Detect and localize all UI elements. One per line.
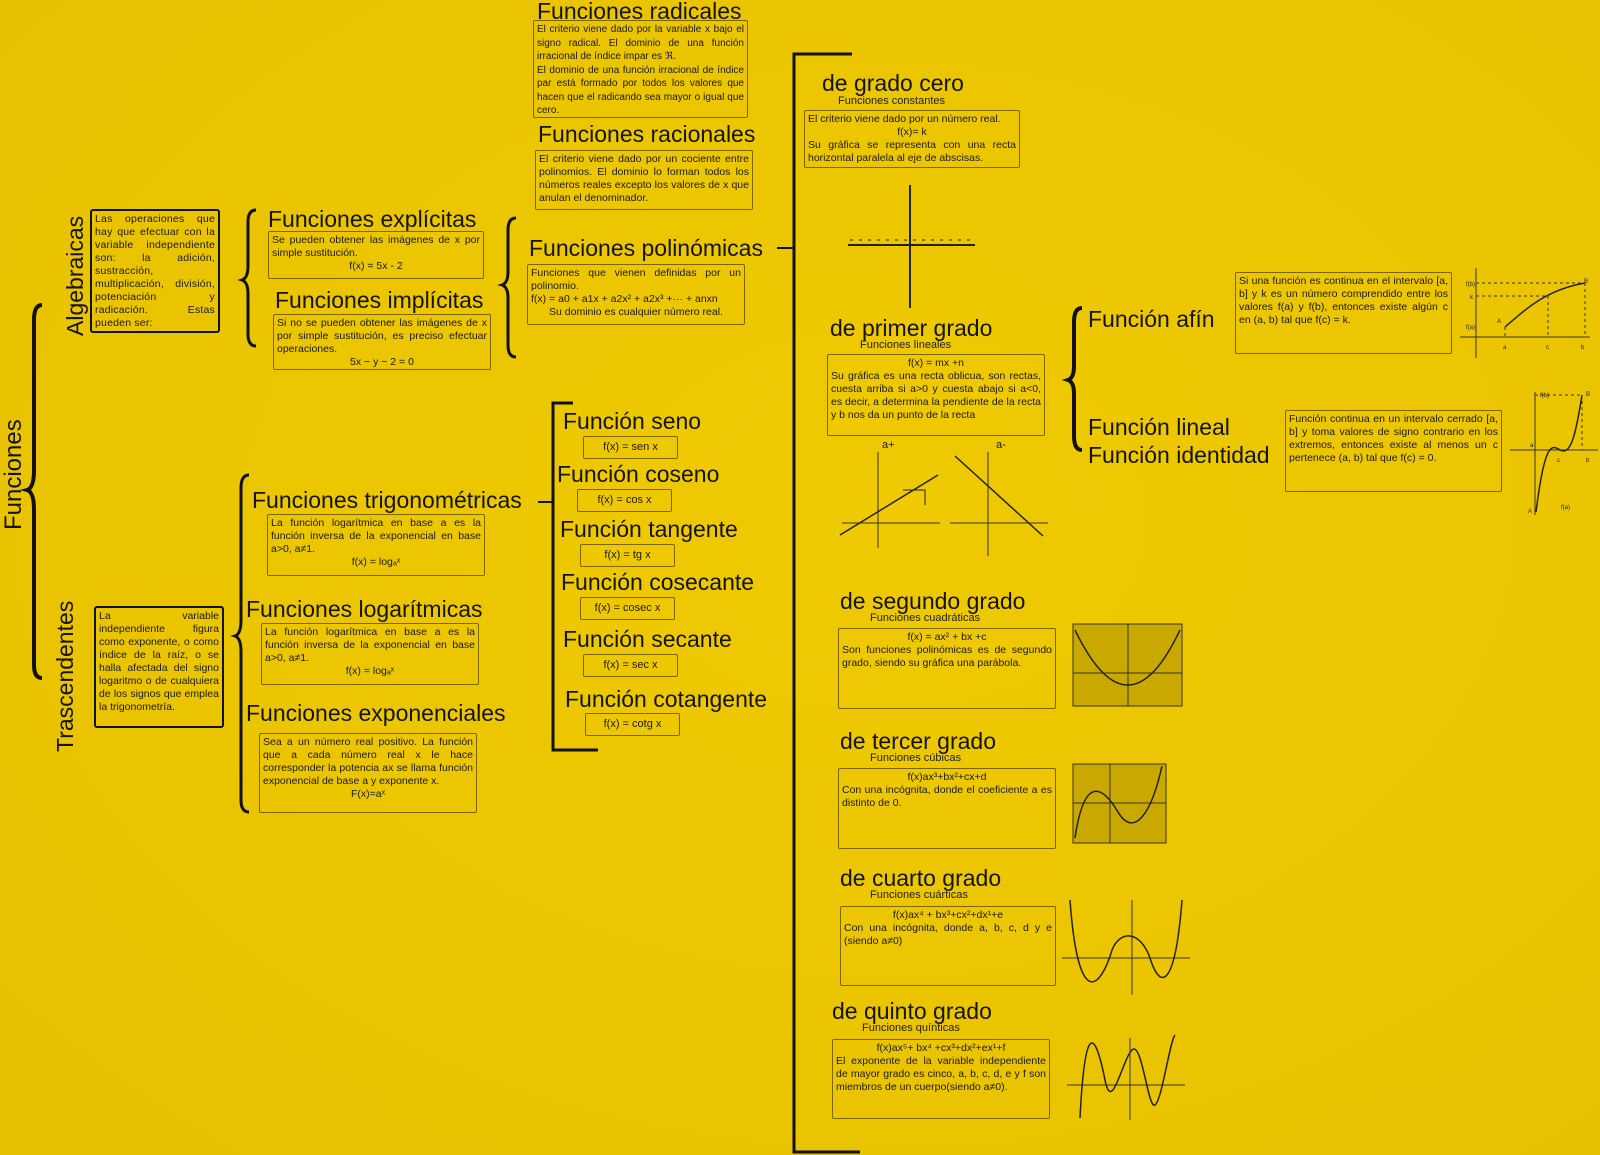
logaritmicas-desc: La función logarítmica en base a es la función inversa de la exponencial en base a>0, a≠1. — [265, 626, 475, 664]
trig-cotangente-formula: f(x) = cotg x — [585, 713, 680, 736]
racionales-box: El criterio viene dado por un cociente entre polinomios. El dominio lo forman todos los números reales excepto los valores de x que anulan el denominador. — [535, 150, 753, 210]
lineal-title: Función lineal — [1088, 414, 1230, 440]
grado-primero-sub: Funciones lineales — [860, 339, 952, 351]
lineal-label-a: a — [1530, 443, 1534, 449]
trig-seno-title: Función seno — [563, 408, 702, 434]
afin-title: Función afín — [1088, 306, 1215, 332]
grado-segundo-title: de segundo grado — [840, 588, 1026, 614]
lineal-label-A: A — [1528, 509, 1533, 515]
grado-tercero-sub: Funciones cúbicas — [870, 752, 962, 764]
grado-quinto-sub: Funciones quínticas — [862, 1022, 960, 1034]
grado-tercero-desc: Con una incógnita, donde el coeficiente a es distinto de 0. — [842, 784, 1052, 809]
afin-label-a: a — [1503, 345, 1507, 351]
afin-label-fb: f(b) — [1466, 282, 1475, 288]
trascendentes-description: La variable independiente figura como exponente, o como índice de la raíz, o se halla afectada del signo logaritmo o de cualquiera de los signos que emplea la trigonometría. — [94, 606, 224, 728]
lineal-label-B: B — [1586, 392, 1591, 398]
polinomicas-desc: Funciones que vienen definidas por un polinomio. — [531, 267, 741, 292]
afin-label-b: b — [1581, 345, 1585, 351]
trig-cosecante-title: Función cosecante — [561, 569, 755, 595]
afin-label-k: k — [1470, 295, 1473, 301]
grado-cuarto-formula: f(x)ax⁴ + bx³+cx²+dx¹+e — [892, 909, 1004, 921]
grado-quinto-title: de quinto grado — [832, 998, 992, 1024]
trig-tangente-formula: f(x) = tg x — [580, 544, 675, 567]
afin-label-A: A — [1497, 319, 1502, 325]
algebraicas-description: Las operaciones que hay que efectuar con la variable independiente son: la adición, sustracción, multiplicación, división, potenciación y radicación. Estas pueden ser: — [90, 209, 220, 333]
grado-cero-desc2: Su gráfica se representa con una recta horizontal paralela al eje de abscisas. — [808, 139, 1016, 164]
racionales-title: Funciones racionales — [538, 121, 756, 147]
trigonometricas-desc: La función logarítmica en base a es la función inversa de la exponencial en base a>0, a≠1. — [271, 517, 481, 555]
grado-cero-sub: Funciones constantes — [838, 95, 946, 107]
lineal-box: Función continua en un intervalo cerrado [a, b] y toma valores de signo contrario en los extremos, entonces existe al menos un c pertenece (a, b) tal que f(c) = 0. — [1285, 410, 1502, 492]
radicales-title: Funciones radicales — [537, 0, 742, 24]
lineal-label-fb: f(b) — [1540, 393, 1549, 399]
radicales-desc2: El dominio de una función irracional de índice par está formado por todos los valores que hacen que el radicando sea mayor o igual que cero. — [537, 64, 744, 116]
grado-cero-title: de grado cero — [822, 70, 964, 96]
grado-cuarto-title: de cuarto grado — [840, 865, 1002, 891]
trigonometricas-formula: f(x) = logₐˣ — [351, 556, 401, 568]
grado-segundo-desc: Son funciones polinómicas es de segundo grado, siendo su gráfica una parábola. — [842, 644, 1052, 669]
algebraicas-label: Algebraicas — [62, 215, 88, 336]
afin-label-B: B — [1584, 279, 1589, 285]
explicitas-formula: f(x) = 5x - 2 — [349, 260, 403, 272]
grado-primero-title: de primer grado — [830, 315, 993, 341]
polinomicas-title: Funciones polinómicas — [529, 235, 763, 261]
trig-cotangente-title: Función cotangente — [565, 686, 768, 712]
trig-tangente-title: Función tangente — [560, 516, 738, 542]
grado-quinto-formula: f(x)ax⁵+ bx⁴ +cx³+dx²+ex¹+f — [876, 1042, 1006, 1054]
exponenciales-title: Funciones exponenciales — [246, 700, 506, 726]
grado-primero-label-pos: a+ — [882, 439, 895, 451]
polinomicas-formula: f(x) = a0 + a1x + a2x² + a2x³ +··· + anxn — [531, 293, 718, 305]
explicitas-title: Funciones explícitas — [268, 206, 477, 232]
trascendentes-label: Trascendentes — [52, 600, 78, 752]
grado-cero-desc1: El criterio viene dado por un número real. — [808, 113, 1001, 125]
trig-seno-formula: f(x) = sen x — [583, 436, 678, 459]
afin-box: Si una función es continua en el intervalo [a, b] y k es un número comprendido entre los valores f(a) y f(b), entonces existe algún c en (a, b) tal que f(c) = k. — [1235, 272, 1452, 354]
grado-cuarto-desc: Con una incógnita, donde a, b, c, d y e (siendo a≠0) — [844, 922, 1052, 947]
grado-primero-label-neg: a- — [996, 439, 1006, 451]
trig-secante-formula: f(x) = sec x — [583, 654, 678, 677]
polinomicas-domain: Su dominio es cualquier número real. — [549, 306, 723, 318]
grado-primero-formula: f(x) = mx +n — [907, 357, 964, 369]
lineal-label-b: b — [1586, 458, 1590, 464]
grado-segundo-sub: Funciones cuadráticas — [870, 612, 981, 624]
trigonometricas-title: Funciones trigonométricas — [252, 487, 522, 513]
logaritmicas-title: Funciones logarítmicas — [246, 596, 483, 622]
exponenciales-desc: Sea a un número real positivo. La función que a cada número real x le hace corresponder la potencia ax se llama función exponencial de base a y exponente x. — [263, 736, 473, 787]
radicales-desc1: El criterio viene dado por la variable x bajo el signo radical. El dominio de una función irracional de índice impar es ℜ. — [537, 24, 744, 62]
grado-primero-desc: Su gráfica es una recta oblicua, son rectas, cuesta arriba si a>0 y cuesta abajo si a<0, es decir, a determina la pendiente de la recta y b nos da un punto de la recta — [831, 370, 1041, 421]
implicitas-title: Funciones implícitas — [275, 287, 484, 313]
afin-label-c: c — [1546, 345, 1549, 351]
exponenciales-formula: F(x)=aˣ — [350, 788, 386, 800]
trig-secante-title: Función secante — [563, 626, 732, 652]
trig-cosecante-formula: f(x) = cosec x — [580, 597, 675, 620]
lineal-label-fa: f(a) — [1561, 505, 1570, 511]
grado-segundo-formula: f(x) = ax² + bx +c — [907, 631, 987, 643]
grado-tercero-formula: f(x)ax³+bx²+cx+d — [907, 771, 987, 783]
trig-coseno-title: Función coseno — [557, 461, 720, 487]
afin-label-fa: f(a) — [1466, 325, 1475, 331]
grado-tercero-title: de tercer grado — [840, 728, 996, 754]
root-label: Funciones — [0, 419, 27, 530]
grado-cero-formula: f(x)= k — [897, 126, 927, 138]
grado-cuarto-sub: Funciones cuárticas — [870, 889, 968, 901]
explicitas-desc: Se pueden obtener las imágenes de x por simple sustitución. — [272, 234, 480, 259]
lineal-label-c: c — [1557, 458, 1560, 464]
implicitas-desc: Si no se pueden obtener las imágenes de x por simple sustitución, es preciso efectuar operaciones. — [277, 317, 487, 355]
implicitas-formula: 5x − y − 2 = 0 — [350, 356, 414, 368]
identidad-title: Función identidad — [1088, 442, 1270, 468]
grado-quinto-desc: El exponente de la variable independiente de mayor grado es cinco, a, b, c, d, e y f son miembros de un cuerpo(siendo a≠0). — [836, 1055, 1046, 1093]
logaritmicas-formula: f(x) = logₐˣ — [345, 665, 395, 677]
trig-coseno-formula: f(x) = cos x — [577, 489, 672, 512]
